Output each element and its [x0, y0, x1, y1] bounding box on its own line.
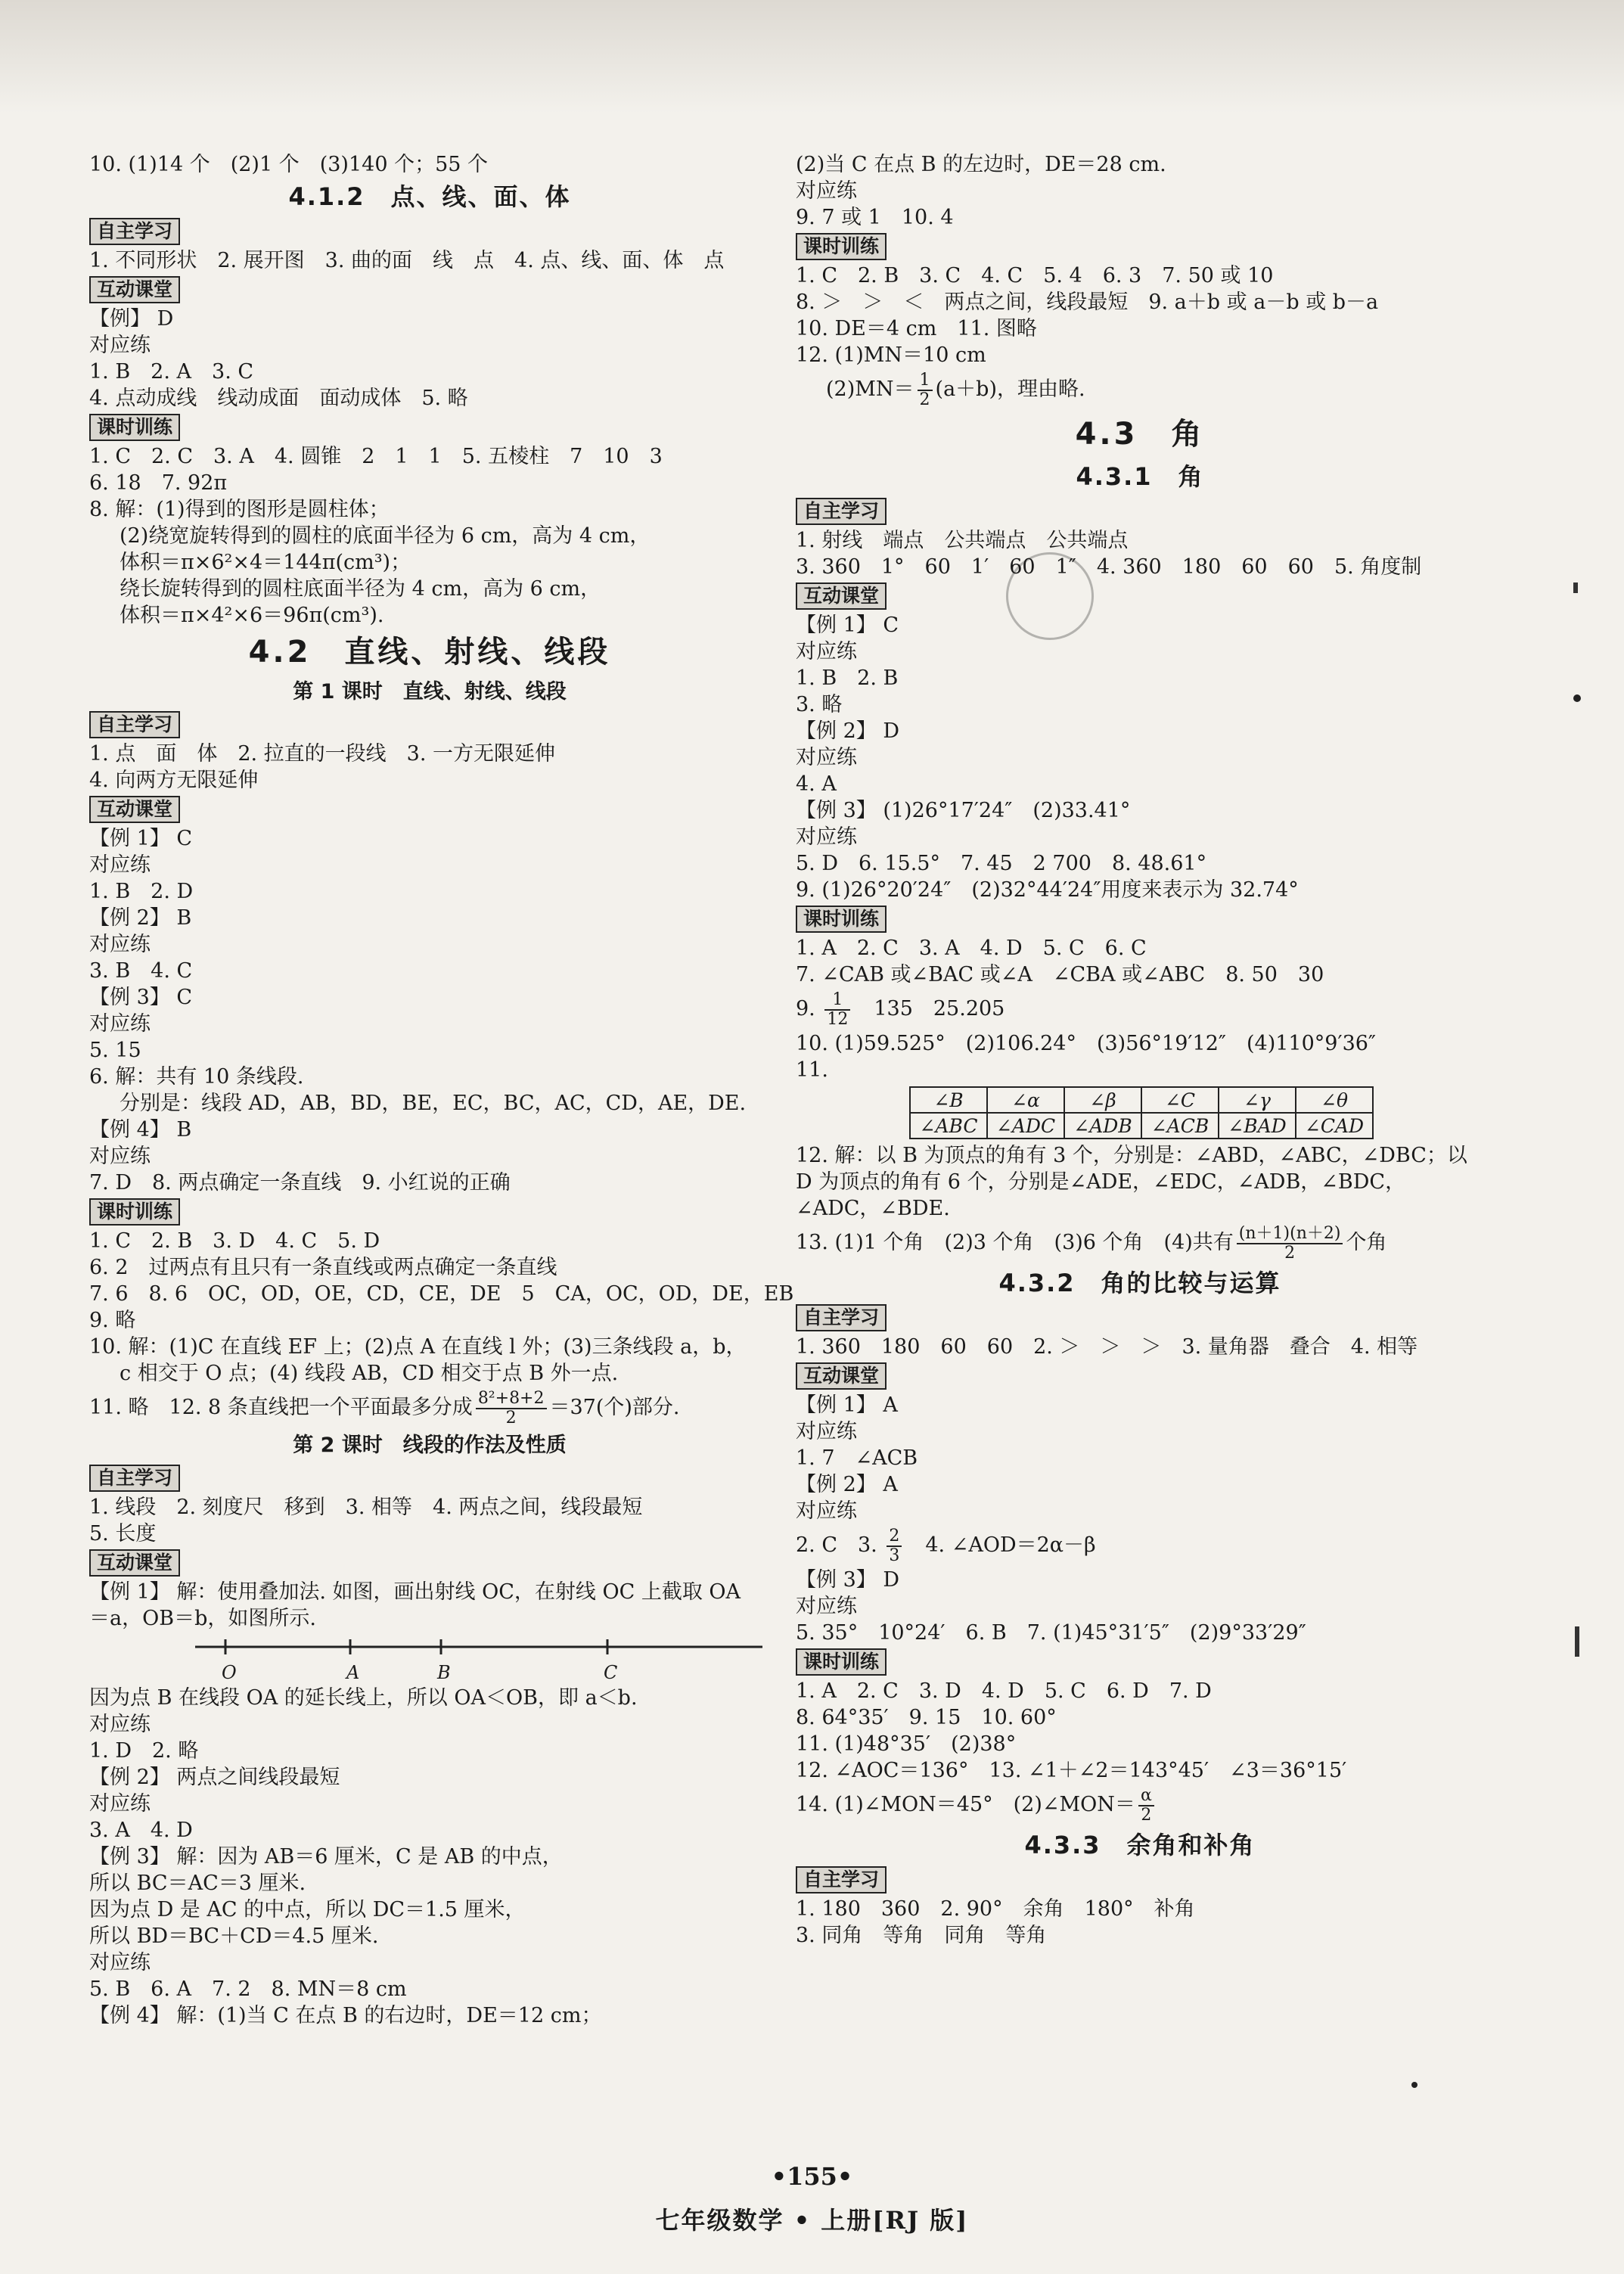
- answer-line: 体积＝π×6²×4＝144π(cm³)；: [120, 551, 411, 574]
- answer-line: 因为点 D 是 AC 的中点，所以 DC＝1.5 厘米，: [89, 1898, 526, 1921]
- answer-line: 对应练: [89, 1792, 151, 1816]
- category-label: 互动课堂: [89, 1549, 180, 1577]
- answer-line: 对应练: [796, 1420, 857, 1443]
- answer-line: 10. (1)59.525° (2)106.24° (3)56°19′12″ (4)110°9′36″: [796, 1032, 1377, 1055]
- answer-line: 对应练: [89, 1145, 151, 1168]
- answer-line: 9. (1)26°20′24″ (2)32°44′24″用度来表示为 32.74°: [796, 878, 1299, 902]
- answer-line: 所以 BD＝BC＋CD＝4.5 厘米.: [89, 1925, 379, 1948]
- category-label-row: [89, 709, 770, 741]
- text-before-fraction: 11. 略 12. 8 条直线把一个平面最多分成: [89, 1396, 473, 1419]
- margin-dot: [1573, 694, 1581, 702]
- answer-line: 11.: [796, 1058, 828, 1082]
- answer-line: 8. 64°35′ 9. 15 10. 60°: [796, 1706, 1057, 1729]
- category-label: 自主学习: [796, 1304, 887, 1331]
- category-label: 互动课堂: [89, 796, 180, 823]
- left-column: [89, 151, 794, 2029]
- answer-line: 3. 360 1° 60 1′ 60 1″ 4. 360 180 60 60 5. 角度制: [796, 555, 1422, 579]
- category-label: 课时训练: [89, 414, 180, 441]
- margin-dot: [1411, 2082, 1418, 2088]
- answer-line: 5. D 6. 15.5° 7. 45 2 700 8. 48.61°: [796, 852, 1207, 875]
- answer-line: 1. B 2. D: [89, 880, 194, 903]
- answer-line: 3. A 4. D: [89, 1819, 193, 1842]
- answer-line: 【例 3】 (1)26°17′24″ (2)33.41°: [796, 799, 1131, 822]
- answer-line: 1. 7 ∠ACB: [796, 1446, 918, 1470]
- category-label-row: [796, 1646, 1484, 1678]
- angle-table-cell: ∠B: [910, 1087, 987, 1113]
- text-before-fraction: 2. C 3.: [796, 1533, 884, 1557]
- answer-line: 分别是：线段 AD，AB，BD，BE，EC，BC，AC，CD，AE，DE.: [120, 1092, 747, 1115]
- answer-line: 对应练: [796, 640, 857, 663]
- angle-table-cell: ∠C: [1141, 1087, 1219, 1113]
- category-label: 自主学习: [796, 1866, 887, 1893]
- margin-mark: [1573, 582, 1578, 593]
- category-label-row: [796, 1302, 1484, 1334]
- answer-line: 3. 同角 等角 同角 等角: [796, 1924, 1047, 1947]
- fraction-denominator: 3: [889, 1546, 900, 1565]
- angle-table-cell: ∠θ: [1296, 1087, 1373, 1113]
- answer-line: 12. (1)MN＝10 cm: [796, 343, 986, 367]
- answer-line: 8. 解：(1)得到的图形是圆柱体；: [89, 498, 390, 521]
- category-label-row: [89, 1196, 770, 1228]
- answer-line: 【例】 D: [89, 307, 174, 331]
- text-after-fraction: (a＋b)，理由略.: [935, 377, 1085, 401]
- ray-diagram: [89, 1632, 770, 1685]
- answer-line: 对应练: [796, 825, 857, 849]
- margin-mark: [1575, 1626, 1579, 1657]
- answer-line: 【例 3】 D: [796, 1568, 899, 1592]
- answer-line: 对应练: [89, 933, 151, 956]
- subsection-heading: 4.3.1 角: [1076, 462, 1204, 491]
- answer-line: 1. C 2. B 3. C 4. C 5. 4 6. 3 7. 50 或 10: [796, 264, 1274, 287]
- answer-line: 1. 射线 端点 公共端点 公共端点: [796, 529, 1129, 552]
- fraction-denominator: 2: [505, 1408, 517, 1427]
- book-title: 七年级数学 • 上册[RJ 版]: [655, 2206, 969, 2235]
- answer-line: 10. 解：(1)C 在直线 EF 上；(2)点 A 在直线 l 外；(3)三条线段 a，b，: [89, 1335, 747, 1359]
- answer-line: 1. C 2. B 3. D 4. C 5. D: [89, 1229, 380, 1253]
- angle-table-cell: ∠CAD: [1296, 1113, 1373, 1139]
- category-label: 自主学习: [89, 711, 180, 738]
- angle-table-cell: ∠β: [1064, 1087, 1141, 1113]
- answer-line: 1. 360 180 60 60 2. ＞ ＞ ＞ 3. 量角器 叠合 4. 相等: [796, 1335, 1418, 1359]
- text-after-fraction: ＝37(个)部分.: [549, 1396, 680, 1419]
- answer-line: 7. 6 8. 6 OC，OD，OE，CD，CE，DE 5 CA，OC，OD，DE，EB: [89, 1282, 794, 1306]
- answer-line: D 为顶点的角有 6 个，分别是∠ADE，∠EDC，∠ADB，∠BDC，: [796, 1170, 1406, 1194]
- answer-line: 1. 不同形状 2. 展开图 3. 曲的面 线 点 4. 点、线、面、体 点: [89, 249, 725, 272]
- fraction-numerator: 1: [918, 371, 933, 391]
- answer-line: 3. B 4. C: [89, 959, 193, 983]
- answer-line: 【例 4】 解：(1)当 C 在点 B 的右边时，DE＝12 cm；: [89, 2004, 602, 2027]
- answer-line: 对应练: [796, 746, 857, 769]
- category-label: 互动课堂: [796, 1362, 887, 1390]
- answer-line: 12. 解：以 B 为顶点的角有 3 个，分别是：∠ABD，∠ABC，∠DBC；以: [796, 1144, 1467, 1167]
- text-after-fraction: 135 25.205: [853, 997, 1005, 1021]
- point-label: O: [222, 1662, 237, 1683]
- answer-line: 1. 点 面 体 2. 拉直的一段线 3. 一方无限延伸: [89, 742, 556, 766]
- category-label: 课时训练: [796, 906, 887, 933]
- answer-line: 10. DE＝4 cm 11. 图略: [796, 317, 1037, 340]
- answer-line: 9. 略: [89, 1309, 136, 1332]
- text-before-fraction: 13. (1)1 个角 (2)3 个角 (3)6 个角 (4)共有: [796, 1231, 1234, 1254]
- answer-line: 对应练: [89, 1012, 151, 1036]
- answer-line: 【例 2】 D: [796, 719, 899, 743]
- fraction: [1237, 1225, 1343, 1263]
- fraction-numerator: α: [1138, 1787, 1154, 1806]
- fraction: [476, 1390, 547, 1427]
- fraction-denominator: 2: [1141, 1805, 1152, 1825]
- ray-figure: [89, 1632, 770, 1662]
- answer-line: 5. B 6. A 7. 2 8. MN＝8 cm: [89, 1977, 407, 2001]
- category-label: 课时训练: [89, 1198, 180, 1226]
- answer-line: 【例 2】 B: [89, 906, 192, 930]
- angle-table-cell: ∠ADC: [987, 1113, 1064, 1139]
- answer-line: 10. (1)14 个 (2)1 个 (3)140 个；55 个: [89, 153, 489, 176]
- fraction: [824, 991, 850, 1029]
- answer-line-fraction: [796, 1222, 1484, 1264]
- category-label: 自主学习: [89, 218, 180, 245]
- category-label-row: [796, 580, 1484, 612]
- category-label-row: [796, 1360, 1484, 1392]
- fraction: [887, 1527, 902, 1565]
- answer-line: 1. B 2. B: [796, 666, 899, 690]
- answer-line: 6. 解：共有 10 条线段.: [89, 1065, 304, 1089]
- answer-line: 7. ∠CAB 或∠BAC 或∠A ∠CBA 或∠ABC 8. 50 30: [796, 963, 1324, 986]
- fraction: [1138, 1787, 1154, 1825]
- answer-line: 体积＝π×4²×6＝96π(cm³).: [120, 604, 384, 627]
- category-label-row: [89, 1547, 770, 1579]
- answer-line: 对应练: [89, 1951, 151, 1974]
- fraction-denominator: 2: [919, 390, 930, 409]
- answer-line: 7. D 8. 两点确定一条直线 9. 小红说的正确: [89, 1171, 511, 1194]
- answer-line: 3. 略: [796, 693, 843, 716]
- text-before-fraction: 14. (1)∠MON＝45° (2)∠MON＝: [796, 1793, 1135, 1816]
- page-top-shadow: [0, 0, 1624, 113]
- answer-line: 1. 线段 2. 刻度尺 移到 3. 相等 4. 两点之间，线段最短: [89, 1496, 643, 1519]
- answer-line: ∠ADC，∠BDE.: [796, 1197, 950, 1220]
- category-label: 自主学习: [89, 1465, 180, 1492]
- answer-line: 对应练: [89, 1713, 151, 1736]
- answer-line: 【例 1】 C: [796, 614, 899, 637]
- answer-line: 5. 15: [89, 1039, 141, 1062]
- answer-line: 对应练: [89, 334, 151, 357]
- answer-line-fraction: [796, 368, 1484, 411]
- answer-line: 1. A 2. C 3. D 4. D 5. C 6. D 7. D: [796, 1679, 1212, 1703]
- answer-line: 9. 7 或 1 10. 4: [796, 206, 954, 229]
- answer-line: 4. A: [796, 772, 837, 796]
- point-label: B: [437, 1662, 451, 1683]
- subsection-heading: 4.3.2 角的比较与运算: [998, 1269, 1281, 1297]
- category-label-row: [796, 903, 1484, 935]
- angle-table-cell: ∠α: [987, 1087, 1064, 1113]
- answer-line: 11. (1)48°35′ (2)38°: [796, 1732, 1017, 1756]
- answer-line-fraction: [89, 1387, 770, 1429]
- answer-line: 因为点 B 在线段 OA 的延长线上，所以 OA＜OB，即 a＜b.: [89, 1686, 638, 1710]
- text-after-fraction: 个角: [1346, 1231, 1387, 1254]
- answer-line: 1. D 2. 略: [89, 1739, 199, 1763]
- answer-line: 5. 35° 10°24′ 6. B 7. (1)45°31′5″ (2)9°33′29″: [796, 1621, 1306, 1645]
- answer-line: 对应练: [796, 1499, 857, 1523]
- category-label-row: [796, 231, 1484, 263]
- answer-line-fraction: [796, 1524, 1484, 1567]
- category-label-row: [89, 412, 770, 443]
- fraction-numerator: 1: [824, 991, 850, 1011]
- fraction-numerator: (n＋1)(n＋2): [1237, 1225, 1343, 1244]
- answer-line: (2)绕宽旋转得到的圆柱的底面半径为 6 cm，高为 4 cm，: [120, 524, 651, 548]
- category-label-row: [89, 274, 770, 306]
- lesson-heading: 第 2 课时 线段的作法及性质: [293, 1434, 567, 1457]
- category-label-row: [89, 216, 770, 247]
- category-label: 自主学习: [796, 498, 887, 525]
- category-label-row: [796, 1864, 1484, 1896]
- page-number: •155•: [771, 2162, 853, 2191]
- answer-line: 1. C 2. C 3. A 4. 圆锥 2 1 1 5. 五棱柱 7 10 3: [89, 445, 663, 468]
- answer-line: 12. ∠AOC＝136° 13. ∠1＋∠2＝143°45′ ∠3＝36°15′: [796, 1759, 1347, 1782]
- ray-oc-line: [195, 1632, 770, 1662]
- answer-line: 绕长旋转得到的圆柱底面半径为 4 cm，高为 6 cm，: [120, 577, 601, 601]
- section-heading: 4.2 直线、射线、线段: [248, 635, 611, 669]
- answer-line: 【例 3】 解：因为 AB＝6 厘米，C 是 AB 的中点，: [89, 1845, 563, 1869]
- subsection-heading: 4.1.2 点、线、面、体: [288, 182, 571, 211]
- category-label-row: [796, 495, 1484, 527]
- angle-table-cell: ∠ADB: [1064, 1113, 1141, 1139]
- right-column: [796, 151, 1484, 1949]
- answer-line: c 相交于 O 点；(4) 线段 AB，CD 相交于点 B 外一点.: [120, 1362, 619, 1385]
- ray-point-labels: [89, 1662, 770, 1685]
- text-before-fraction: (2)MN＝: [826, 377, 914, 401]
- fraction-denominator: 2: [1284, 1243, 1296, 1263]
- category-label: 互动课堂: [89, 276, 180, 303]
- answer-line: 4. 点动成线 线动成面 面动成体 5. 略: [89, 387, 468, 410]
- answer-line: 【例 1】 A: [796, 1393, 898, 1417]
- answer-line: 1. B 2. A 3. C: [89, 360, 254, 384]
- angle-table-cell: ∠ACB: [1141, 1113, 1219, 1139]
- category-label-row: [89, 1462, 770, 1494]
- section-heading: 4.3 角: [1075, 417, 1205, 452]
- fraction: [918, 371, 933, 409]
- answer-line: 6. 2 过两点有且只有一条直线或两点确定一条直线: [89, 1256, 557, 1279]
- answer-line: (2)当 C 在点 B 的左边时，DE＝28 cm.: [796, 153, 1166, 176]
- answer-line: 1. A 2. C 3. A 4. D 5. C 6. C: [796, 937, 1147, 960]
- answer-line: 6. 18 7. 92π: [89, 471, 228, 495]
- answer-line: 5. 长度: [89, 1522, 157, 1546]
- answer-line: 对应练: [796, 179, 857, 203]
- text-after-fraction: 4. ∠AOD＝2α－β: [905, 1533, 1096, 1557]
- answer-line: 【例 1】 解：使用叠加法. 如图，画出射线 OC，在射线 OC 上截取 OA: [89, 1580, 741, 1604]
- category-label: 课时训练: [796, 233, 887, 260]
- answer-line: 8. ＞ ＞ ＜ 两点之间，线段最短 9. a＋b 或 a－b 或 b－a: [796, 290, 1379, 314]
- answer-line: 【例 4】 B: [89, 1118, 192, 1142]
- answer-line: 【例 1】 C: [89, 827, 193, 850]
- category-label: 课时训练: [796, 1648, 887, 1676]
- angle-table-row: [910, 1087, 1373, 1113]
- angle-table-row: [910, 1113, 1373, 1139]
- text-before-fraction: 9.: [796, 997, 822, 1021]
- answer-line: ＝a，OB＝b，如图所示.: [89, 1607, 316, 1630]
- answer-line: 对应练: [89, 853, 151, 877]
- point-label: C: [604, 1662, 618, 1683]
- answer-line: 【例 2】 A: [796, 1473, 898, 1496]
- category-label-row: [89, 794, 770, 825]
- lesson-heading: 第 1 课时 直线、射线、线段: [293, 680, 567, 704]
- answer-line: 【例 2】 两点之间线段最短: [89, 1766, 340, 1789]
- point-label: A: [346, 1662, 360, 1683]
- angle-table-cell: ∠ABC: [910, 1113, 987, 1139]
- fraction-numerator: 8²+8+2: [476, 1390, 547, 1409]
- answer-line: 4. 向两方无限延伸: [89, 769, 259, 792]
- subsection-heading: 4.3.3 余角和补角: [1024, 1831, 1256, 1859]
- category-label: 互动课堂: [796, 582, 887, 610]
- angle-table-cell: ∠γ: [1219, 1087, 1296, 1113]
- answer-line: 【例 3】 C: [89, 986, 193, 1009]
- angle-table-cell: ∠BAD: [1219, 1113, 1296, 1139]
- answer-line: 1. 180 360 2. 90° 余角 180° 补角: [796, 1897, 1195, 1921]
- answer-line: 所以 BC＝AC＝3 厘米.: [89, 1872, 306, 1895]
- fraction-denominator: 12: [827, 1009, 849, 1029]
- angle-table: [909, 1086, 1374, 1139]
- answer-line-fraction: [796, 1784, 1484, 1826]
- fraction-numerator: 2: [887, 1527, 902, 1547]
- answer-line-fraction: [796, 988, 1484, 1030]
- answer-line: 对应练: [796, 1595, 857, 1618]
